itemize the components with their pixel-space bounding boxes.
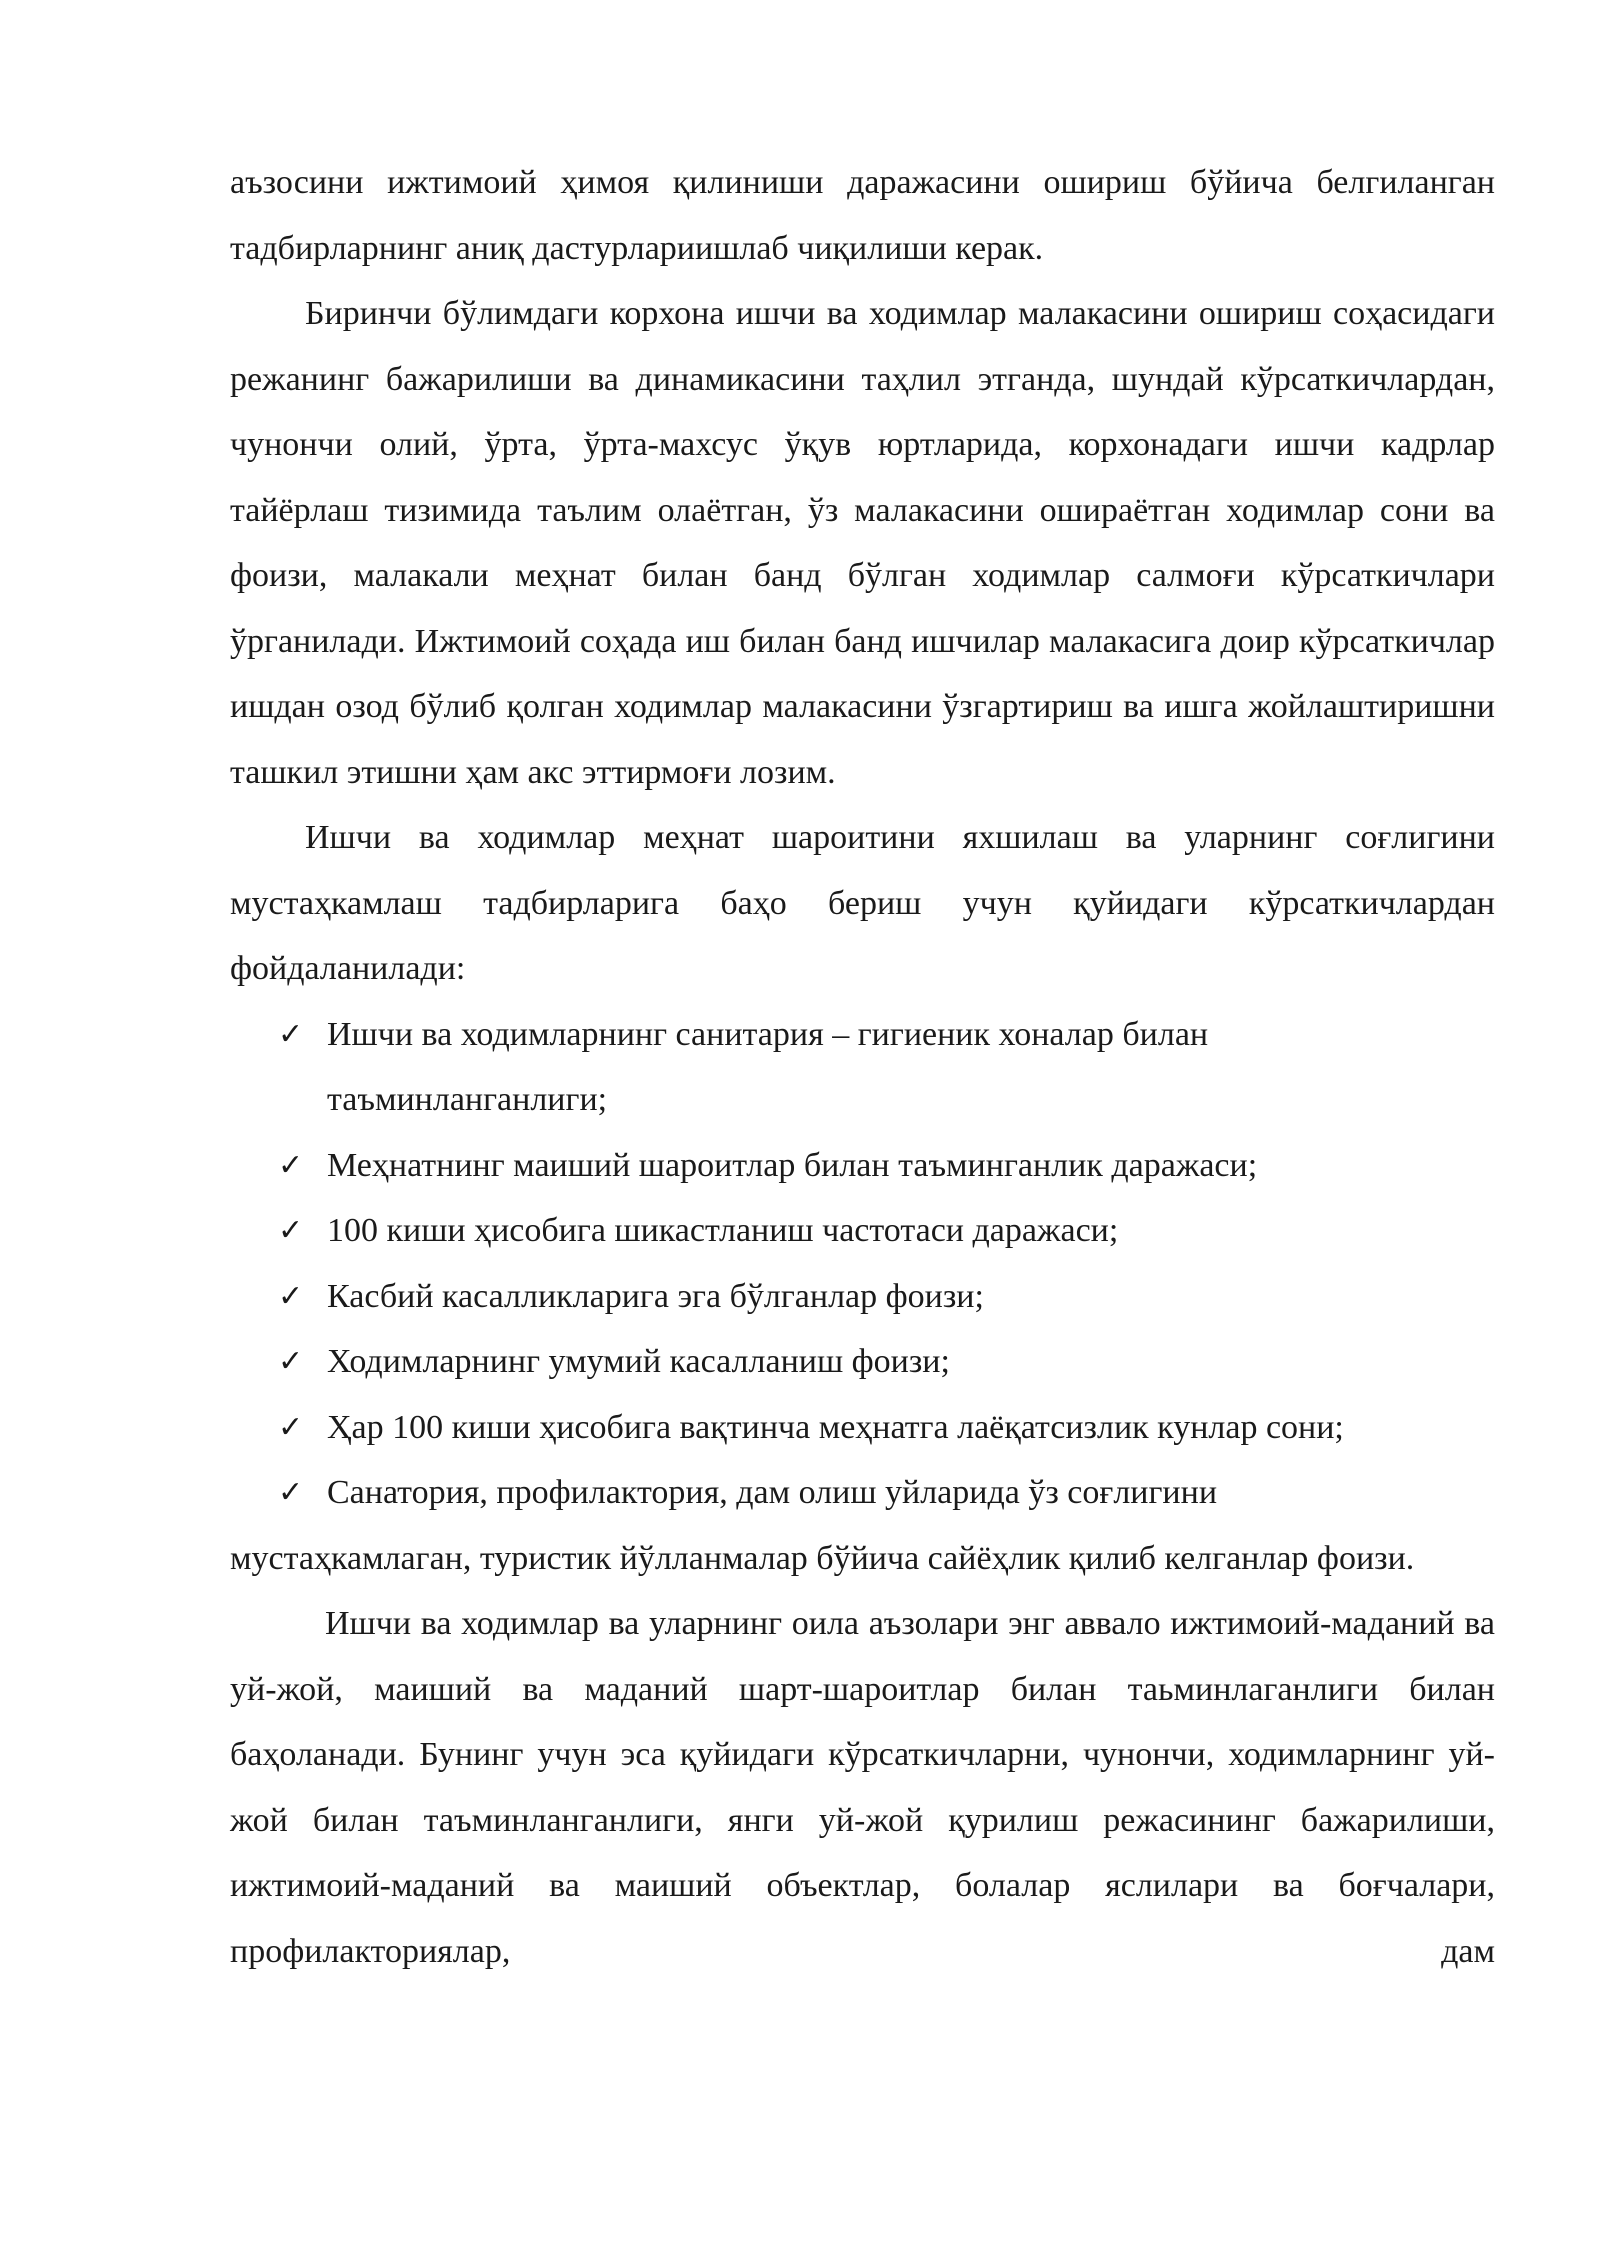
list-item-text: 100 киши ҳисобига шикастланиш частотаси даражаси; <box>327 1212 1119 1249</box>
paragraph-qualification: Биринчи бўлимдаги корхона ишчи ва ходимлар малакасини ошириш соҳасидаги режанинг бажарилиши ва динамикасини таҳлил этганда, шундай кўрсаткичлардан, чунончи олий, ўрта, ўрта-махсус ўқув юртларида, корхонадаги ишчи кадрлар тайёрлаш тизимида таълим олаётган, ўз малакасини ошираётган ходимлар сони ва фоизи, малакали меҳнат билан банд бўлган ходимлар салмоғи кўрсаткичлари ўрганилади. Ижтимоий соҳада иш билан банд ишчилар малакасига доир кўрсаткичлар ишдан озод бўлиб қолган ходимлар малакасини ўзгартириш ва ишга жойлаштиришни ташкил этишни ҳам акс эттирмоғи лозим. <box>230 295 1495 791</box>
list-item <box>230 1395 1495 1461</box>
list-item-text: Ишчи ва ходимларнинг санитария – гигиеник хоналар билан таъминланганлиги; <box>327 1015 1209 1118</box>
list-item-text: Ҳар 100 киши ҳисобига вақтинча меҳнатга лаёқатсизлик кунлар сони; <box>327 1408 1344 1446</box>
list-item-continuation: мустаҳкамлаган, туристик йўлланмалар бўйича сайёҳлик қилиб келганлар фоизи. <box>230 1539 1415 1577</box>
check-mark-icon: ✓ <box>278 1475 304 1510</box>
paragraph-social-cultural: Ишчи ва ходимлар ва уларнинг оила аъзолари энг аввало ижтимоий-маданий ва уй-жой, маиший ва маданий шарт-шароитлар билан таьминлаганлиги билан баҳоланади. Бунинг учун эса қуйидаги кўрсаткичларни, чунончи, ходимларнинг уй-жой билан таъминланганлиги, янги уй-жой қурилиш режасининг бажарилиши, ижтимоий-маданий ва маиший объектлар, болалар яслилари ва боғчалари, профилакториялар, дам <box>230 1605 1495 1970</box>
list-item <box>230 1329 1495 1395</box>
check-mark-icon: ✓ <box>278 1409 304 1445</box>
list-item-text: Санатория, профилактория, дам олиш уйларида ўз соғлигини <box>327 1474 1218 1511</box>
list-item <box>230 1264 1495 1330</box>
check-mark-icon: ✓ <box>278 1213 304 1248</box>
indicator-checklist <box>230 1002 1495 1592</box>
list-item <box>230 1002 1495 1133</box>
check-mark-icon: ✓ <box>278 1016 304 1052</box>
check-mark-icon: ✓ <box>278 1278 304 1314</box>
paragraph-continuation: аъзосини ижтимоий ҳимоя қилиниши даражасини ошириш бўйича белгиланган тадбирларнинг аниқ дастурлариишлаб чиқилиши керак. <box>230 164 1495 267</box>
paragraph-working-conditions: Ишчи ва ходимлар меҳнат шароитини яхшилаш ва уларнинг соғлигини мустаҳкамлаш тадбирларига баҳо бериш учун қуйидаги кўрсаткичлардан фойдаланилади: <box>230 819 1495 987</box>
list-item-last <box>230 1460 1495 1591</box>
check-mark-icon: ✓ <box>278 1147 304 1183</box>
list-item-text: Касбий касалликларига эга бўлганлар фоизи; <box>327 1277 984 1315</box>
document-page <box>230 150 1495 1984</box>
list-item-text: Ходимларнинг умумий касалланиш фоизи; <box>327 1343 950 1380</box>
list-item-text: Меҳнатнинг маиший шароитлар билан таъминганлик даражаси; <box>327 1146 1258 1184</box>
list-item <box>230 1198 1495 1264</box>
check-mark-icon: ✓ <box>278 1344 304 1379</box>
list-item <box>230 1133 1495 1199</box>
